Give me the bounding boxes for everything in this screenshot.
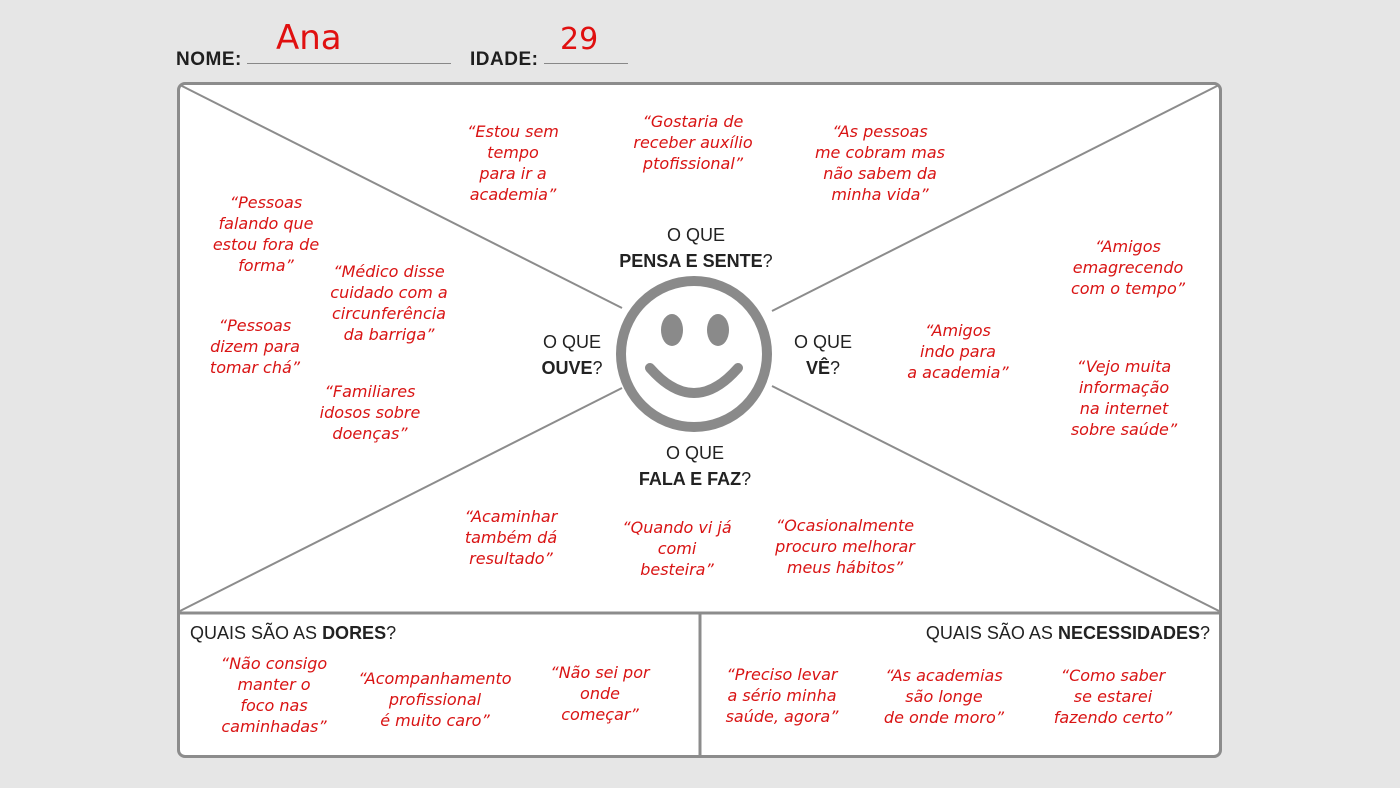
pain-note: “Não consigo manter o foco nas caminhadas” <box>220 654 328 736</box>
question-hears: O QUE OUVE? <box>541 332 603 378</box>
thinks-note: “Gostaria de receber auxílio ptofissional” <box>633 112 753 173</box>
thinks-note: “Estou sem tempo para ir a academia” <box>467 122 559 204</box>
sees-note: “Amigos emagrecendo com o tempo” <box>1070 237 1186 298</box>
need-note: “Preciso levar a sério minha saúde, agora” <box>725 665 839 726</box>
sees-note: “Amigos indo para a academia” <box>907 321 1009 382</box>
name-label: NOME: <box>176 49 242 70</box>
says-note: “Quando vi já comi besteira” <box>622 518 732 579</box>
says-note: “Acaminhar também dá resultado” <box>464 507 558 568</box>
hears-note: “Médico disse cuidado com a circunferência da barriga” <box>330 262 448 344</box>
name-value: Ana <box>276 18 342 58</box>
says-note: “Ocasionalmente procuro melhorar meus hábitos” <box>775 516 915 577</box>
age-value: 29 <box>560 22 599 57</box>
need-note: “Como saber se estarei fazendo certo” <box>1053 666 1173 727</box>
needs-title: QUAIS SÃO AS NECESSIDADES? <box>925 623 1210 643</box>
hears-note: “Familiares idosos sobre doenças” <box>319 382 421 443</box>
smiley-face-icon <box>621 281 767 427</box>
hears-note: “Pessoas falando que estou fora de forma” <box>212 193 320 275</box>
question-thinks: O QUE PENSA E SENTE? <box>619 225 773 271</box>
pains-title: QUAIS SÃO AS DORES? <box>190 623 397 643</box>
question-says: O QUE FALA E FAZ? <box>638 443 752 489</box>
age-label: IDADE: <box>470 49 539 70</box>
question-sees: O QUE VÊ? <box>793 332 852 378</box>
pain-note: “Não sei por onde começar” <box>550 663 650 724</box>
thinks-note: “As pessoas me cobram mas não sabem da minha vida” <box>814 122 946 204</box>
sees-note: “Vejo muita informação na internet sobre saúde” <box>1070 357 1178 439</box>
need-note: “As academias são longe de onde moro” <box>883 666 1005 727</box>
pain-note: “Acompanhamento profissional é muito caro” <box>358 669 512 730</box>
hears-note: “Pessoas dizem para tomar chá” <box>209 316 301 377</box>
